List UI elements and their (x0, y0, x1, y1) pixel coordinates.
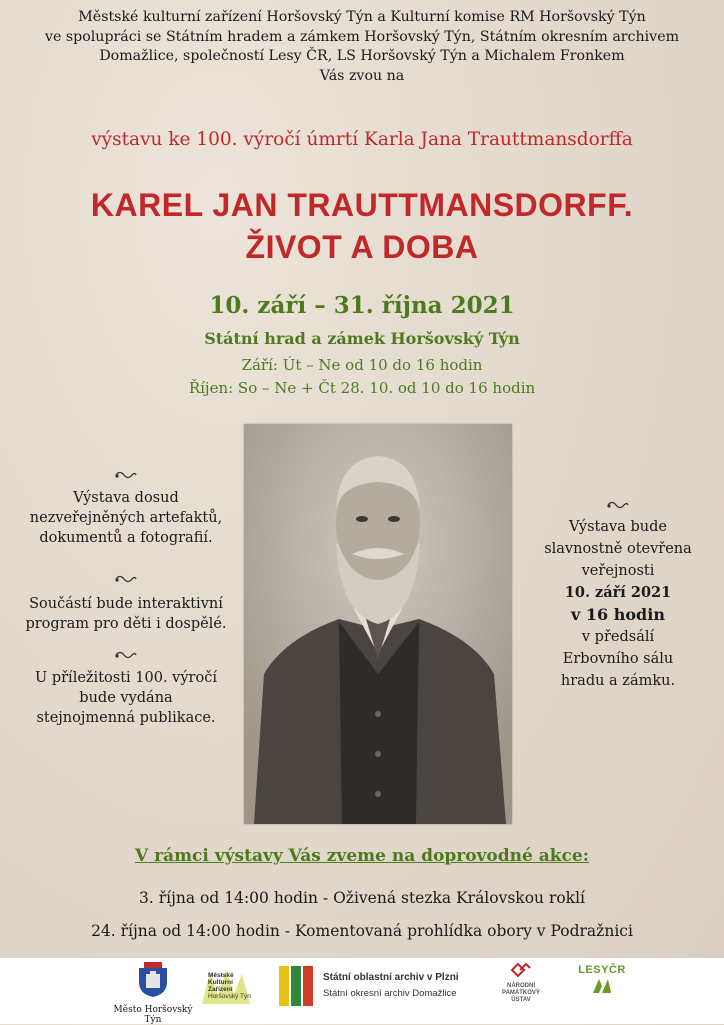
right-text: Erbovního sálu (562, 651, 674, 667)
left-text: U příležitosti 100. výročí (35, 670, 217, 686)
left-text: dokumentů a fotografií. (39, 530, 213, 546)
right-text: veřejnosti (581, 563, 655, 579)
title-line-2: ŽIVOT A DOBA (245, 229, 479, 265)
left-text: nezveřejněných artefaktů, (29, 510, 223, 526)
lesy-logo (570, 964, 634, 999)
town-name: Město Horšovský Týn (113, 1005, 193, 1025)
right-column (518, 500, 718, 692)
npu-logo (493, 962, 549, 1004)
invitation-intro (0, 8, 724, 86)
intro-line: Vás zvou na (319, 67, 405, 84)
opening-time: v 16 hodin (571, 605, 665, 624)
right-text: v předsálí (581, 629, 655, 645)
mkz-logo (198, 966, 254, 1010)
left-text: Součástí bude interaktivní (29, 596, 223, 612)
intro-line: ve spolupráci se Státním hradem a zámkem Horšovský Týn, Státním okresním archivem (44, 28, 680, 45)
hours-october: Říjen: So – Ne + Čt 28. 10. od 10 do 16 hodin (188, 379, 536, 397)
ornament-icon (114, 470, 138, 480)
archive-subname: Státní okresní archiv Domažlice (323, 988, 457, 999)
npu-text: PAMÁTKOVÝ (502, 990, 540, 996)
left-item-3 (10, 668, 242, 728)
mkz-text: Kulturní (208, 979, 233, 986)
ornament-icon (114, 574, 138, 584)
ornament-icon (114, 650, 138, 660)
mkz-text: Městské (208, 972, 234, 979)
title-line-1: KAREL JAN TRAUTTMANSDORFF. (90, 187, 634, 223)
left-text: Výstava dosud (73, 490, 179, 506)
right-text: slavnostně otevřena (544, 541, 692, 557)
opening-date: 10. září 2021 (564, 584, 672, 601)
npu-text: ÚSTAV (511, 997, 531, 1003)
npu-text: NÁRODNÍ (507, 983, 535, 989)
mkz-text: Zařízení (208, 986, 233, 993)
exhibition-venue: Státní hrad a zámek Horšovský Týn (204, 329, 520, 348)
right-text: hradu a zámku. (560, 673, 676, 689)
mkz-text: Horšovský Týn (208, 993, 251, 1000)
portrait-illustration (244, 424, 512, 824)
left-item-2 (10, 594, 242, 634)
exhibition-dates: 10. září – 31. října 2021 (209, 292, 515, 319)
exhibition-subtitle: výstavu ke 100. výročí úmrtí Karla Jana Trauttmansdorffa (91, 129, 633, 150)
exhibition-title (0, 184, 724, 268)
event-2: 24. října od 14:00 hodin - Komentovaná prohlídka obory v Podražnici (91, 922, 633, 940)
event-1: 3. října od 14:00 hodin - Oživená stezka Královskou roklí (139, 889, 585, 907)
portrait-photo (244, 424, 512, 824)
accompanying-heading: V rámci výstavy Vás zveme na doprovodné akce: (134, 846, 589, 866)
npu-emblem-icon (510, 962, 532, 978)
archive-name: Státní oblastní archiv v Plzni (323, 972, 459, 983)
archive-logo (279, 966, 489, 1006)
hours-september: Září: Út – Ne od 10 do 16 hodin (241, 356, 483, 374)
intro-line: Městské kulturní zařízení Horšovský Týn a Kulturní komise RM Horšovský Týn (78, 9, 646, 25)
opening-info (518, 516, 718, 692)
intro-line: Domažlice, společností Lesy ČR, LS Horšovský Týn a Michalem Fronkem (99, 48, 625, 64)
left-item-1 (10, 488, 242, 548)
ornament-icon (606, 500, 630, 510)
left-column (10, 470, 242, 728)
left-text: program pro děti i dospělé. (25, 616, 227, 632)
lesy-name: LESYČR (578, 964, 626, 976)
left-text: bude vydána (79, 690, 173, 706)
left-text: stejnojmenná publikace. (36, 710, 216, 726)
partner-logos (0, 958, 724, 1024)
opening-hours (0, 354, 724, 400)
tree-icon (591, 976, 613, 994)
right-text: Výstava bude (569, 519, 667, 535)
town-logo (108, 962, 198, 1025)
coat-of-arms-icon (136, 962, 170, 998)
